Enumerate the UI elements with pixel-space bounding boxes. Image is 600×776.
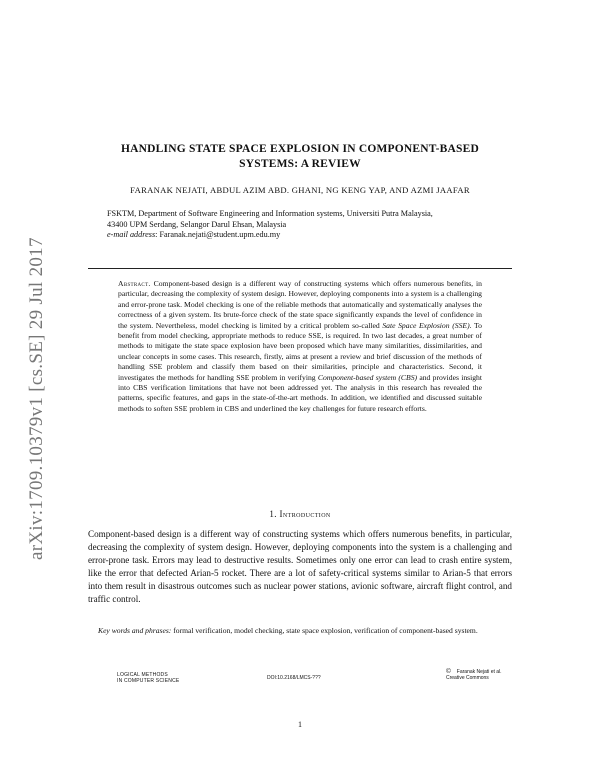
journal-logo — [117, 672, 179, 684]
abstract-text-1: Component-based design is a different way of constructing systems which offers numerous benefits, in particular, decreasing the complexity of system design. However, deploying components into a system is a challenging and error-prone task. Model checking is one of the reliable methods that automatically and systematically analyses the correctness of a given system. Its brute-force check of the state space significantly expands the level of confidence in the system. Nevertheless, model checking is limited by a critical problem so-called — [118, 279, 482, 330]
abstract-text-3: and provides insight into CBS verification limitations that have not been addressed yet. The analysis in this research has revealed the patterns, specific features, and gaps in the state-of-the-art methods. In addition, we identified and discussed suitable methods to soften SSE problem in CBS and underlined the key challenges for future research efforts. — [118, 372, 482, 413]
affiliation-line-1: FSKTM, Department of Software Engineering and Information systems, Universiti Putra Malaysia, — [107, 209, 433, 218]
copyright-icon: © — [446, 668, 451, 675]
email-address: : Faranak.nejati@student.upm.edu.my — [155, 230, 281, 239]
header-divider — [88, 268, 512, 269]
introduction-heading: 1. Introduction — [269, 509, 331, 519]
copyright-notice — [446, 669, 502, 681]
arxiv-identifier-text: arXiv:1709.10379v1 [cs.SE] 29 Jul 2017 — [26, 237, 47, 560]
copyright-holder: Faranak Nejati et al. — [456, 669, 502, 675]
abstract-label: Abstract. — [118, 279, 151, 288]
doi-text: DOI:10.2168/LMCS-??? — [267, 675, 321, 681]
journal-name-line-2: IN COMPUTER SCIENCE — [117, 678, 180, 684]
copyright-line-2: Creative Commons — [446, 675, 489, 681]
abstract-term-sse: Sate Space Explosion (SSE) — [382, 320, 470, 330]
journal-name-line-1: LOGICAL METHODS — [117, 672, 168, 678]
keywords-text: formal verification, model checking, state space explosion, verification of component-based system. — [171, 626, 478, 635]
affiliation-line-2: 43400 UPM Serdang, Selangor Darul Ehsan, Malaysia — [107, 219, 287, 229]
paper-title-line-2: SYSTEMS: A REVIEW — [239, 158, 361, 170]
paper-title-line-1: HANDLING STATE SPACE EXPLOSION IN COMPONENT-BASED — [121, 143, 479, 155]
page-number: 1 — [298, 720, 302, 729]
keywords-label: Key words and phrases: — [98, 626, 172, 635]
keywords — [88, 626, 512, 636]
email-label: e-mail address — [107, 230, 156, 239]
email-line — [107, 230, 527, 241]
author-list: FARANAK NEJATI, ABDUL AZIM ABD. GHANI, NG KENG YAP, AND AZMI JAAFAR — [130, 185, 470, 195]
abstract-term-cbs: Component-based system (CBS) — [317, 372, 418, 382]
abstract — [118, 279, 482, 414]
introduction-paragraph: Component-based design is a different way of constructing systems which offers numerous benefits, in particular, decreasing the complexity of system design. However, deploying components into the system is a challenging and error-prone task. Errors may lead to destructive results. Sometimes only one error can lead to crash entire system, like the error that defected Arian-5 rocket. There are a lot of safety-critical systems similar to Arian-5 that errors into them result in disastrous outcomes such as nuclear power stations, avionic software, aircraft flight control, and traffic control. — [88, 529, 512, 605]
paper-title — [88, 142, 512, 172]
affiliation — [107, 209, 527, 241]
abstract-text-2: . To benefit from model checking, appropriate methods to reduce SSE, is required. In two last decades, a great number of methods to mitigate the state space explosion have been proposed which have many similarities, dissimilarities, and unclear concepts in some cases. This research, firstly, aims at present a review and brief discussion of the methods of handling SSE problem and classify them based on their similarities, principle and characteristics. Second, it investigates the methods for handling SSE problem in verifying — [118, 320, 482, 382]
